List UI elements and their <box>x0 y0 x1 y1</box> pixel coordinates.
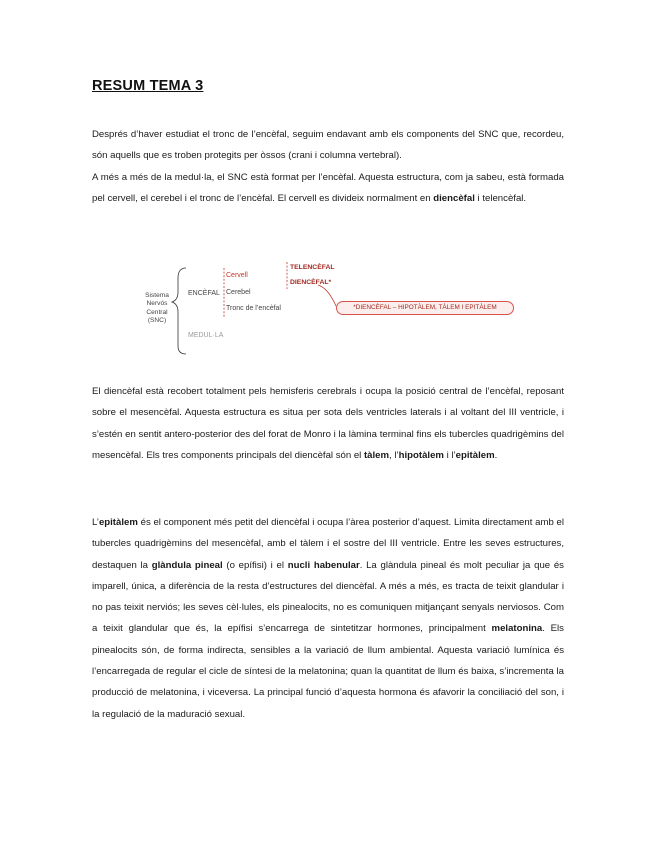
intro-bold-diencefal: diencèfal <box>433 193 475 205</box>
epitalem-text-3: (o epífisi) i el <box>222 559 288 571</box>
intro-text-3: i telencèfal. <box>474 193 527 205</box>
diencefal-paragraph <box>92 381 564 466</box>
epitalem-text-5: . Els pinealocits són, de forma indirecta, sensibles a la variació de llum ambiental. Aquesta variació lumínica és l’encarregada de regular el cicle de síntesi de la melatonina; quan la quantitat de llum és baixa, s’incrementa la producció de melatonina, i viceversa. La principal funció d’aquesta hormona és afavorir la conciliació del son, i la regulació de la maduració sexual. <box>92 623 564 720</box>
snc-brace <box>172 268 186 354</box>
diencefal-text-2: , l’ <box>389 449 399 461</box>
intro-paragraph-2 <box>92 167 564 210</box>
diencefal-connector <box>318 285 336 306</box>
intro-paragraph-1 <box>92 124 564 167</box>
diencefal-bold-hipotalem: hipotàlem <box>398 449 444 461</box>
epitalem-bold-melatonina: melatonina <box>491 623 543 635</box>
diencefal-text-1: El diencèfal està recobert totalment pels hemisferis cerebrals i ocupa la posició central de l’encèfal, reposant sobre el mesencèfal. Aquesta estructura es situa per sota dels ventricles laterals i al voltant del III ventricle, i s’estén en sentit antero-posterior des del forat de Monro i la làmina terminal fins els tubercles quadrigèmins del mesencèfal. Els tres components principals del diencèfal són el <box>92 386 564 461</box>
cervell-label: Cervell <box>226 272 248 279</box>
cerebel-label: Cerebel <box>226 289 251 296</box>
diencefal-text-3: i l’ <box>443 449 456 461</box>
epitalem-paragraph <box>92 512 564 725</box>
snc-label: Sistema Nervós Central (SNC) <box>145 292 169 324</box>
epitalem-text-4: . La glàndula pineal és molt peculiar ja que és imparell, única, a diferència de la resta d’estructures del diencèfal. A més a més, es tracta de teixit glandular i no pas teixit nerviós; les seves cèl·lules, els pinealocits, no es comuniquen mitjançant senyals nerviosos. Com a teixit glandular que és, la epífisi s’encarrega de sintetitzar hormones, principalment <box>92 559 564 635</box>
intro-text-2: A més a més de la medul·la, el SNC està format per l’encèfal. Aquesta estructura, com ja sabeu, està formada pel cervell, el cerebel i el tronc de l’encèfal. El cervell es divideix normalment en <box>92 172 564 205</box>
epitalem-bold-glandula: glàndula pineal <box>151 559 223 571</box>
encefal-label: ENCÈFAL <box>188 290 220 297</box>
snc-diagram <box>140 258 520 358</box>
epitalem-bold-nucli: nucli habenular <box>287 559 360 571</box>
document-title: RESUM TEMA 3 <box>92 78 204 94</box>
diencefal-note-box: *DIENCÈFAL – HIPOTÀLEM, TÀLEM I EPITÀLEM <box>336 301 514 315</box>
diencefal-bold-epitalem: epitàlem <box>455 449 495 461</box>
diencefal-bold-talem: tàlem <box>363 449 390 461</box>
epitalem-text-1: L’ <box>92 517 99 528</box>
epitalem-bold-epitalem: epitàlem <box>98 517 138 528</box>
telencefal-label: TELENCÈFAL <box>290 264 335 271</box>
diencefal-label: DIENCÈFAL* <box>290 279 332 286</box>
diencefal-text-4: . <box>494 449 498 461</box>
intro-text-1: Després d’haver estudiat el tronc de l’encèfal, seguim endavant amb els components del SNC que, recordeu, són aquells que es troben protegits per òssos (crani i columna vertebral). <box>92 129 564 162</box>
medulla-label: MEDUL·LA <box>188 332 224 339</box>
tronc-label: Tronc de l’encèfal <box>226 305 281 312</box>
epitalem-text-2: és el component més petit del diencèfal i ocupa l’àrea posterior d’aquest. Limita directament amb el tubercles quadrigèmins del mesencèfal, amb el tàlem i el sostre del III ventricle. Entre les seves estructures, destaquen la <box>92 517 564 571</box>
